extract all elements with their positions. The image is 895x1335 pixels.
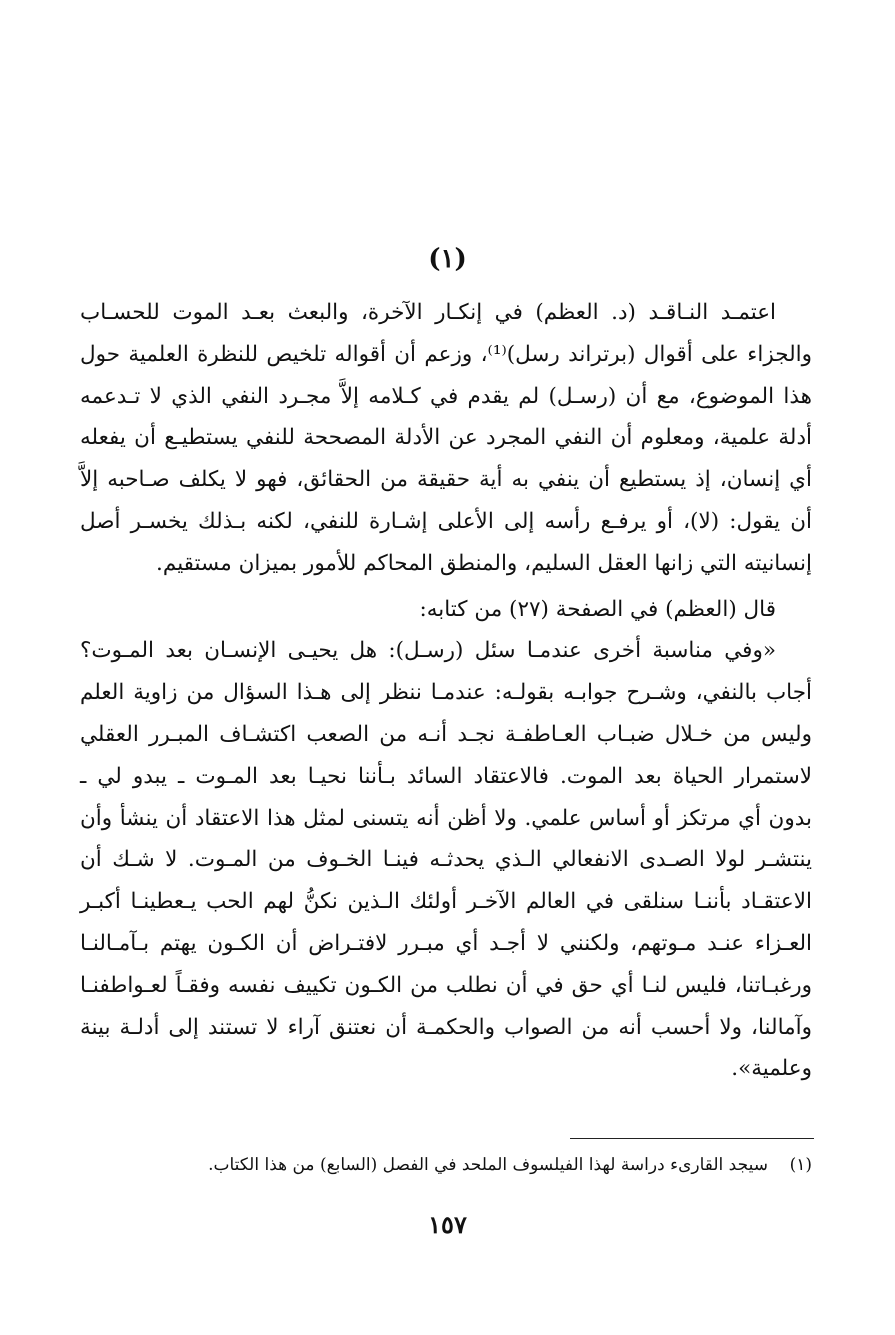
paragraph (80, 589, 812, 631)
footnote-divider (570, 1138, 814, 1139)
text-line: وآمالنا، ولا أحسب أنه من الصواب والحكمـة أن نعتنق آراء لا تستند إلى أدلـة بينة (80, 1014, 812, 1040)
text-line: وعلمية». (731, 1056, 812, 1082)
footnote (80, 1150, 812, 1180)
text-line: اعتمـد النـاقـد (د. العظم) في إنكـار الآخرة، والبعث بعـد الموت للحسـاب (80, 300, 776, 325)
text-line: ينتشـر لولا الصـدى الانفعالي الـذي يحدثـه فينـا الخـوف من المـوت. لا شـك أن (80, 847, 812, 873)
text-line: أن يقول: (لا)، أو يرفـع رأسه إلى الأعلى إشـارة للنفي، لكنه بـذلك يخسـر أصل (80, 508, 812, 534)
text-line: والجزاء على أقوال (برتراند رسل)⁽¹⁾، وزعم أن أقواله تلخيص للنظرة العلمية حول (80, 341, 813, 367)
page-number: ١٥٧ (428, 1210, 467, 1239)
footnote-marker: (١) (789, 1155, 812, 1175)
text-line: لاستمرار الحياة بعد الموت. فالاعتقاد السائد بـأننا نحيـا بعد المـوت ـ يبدو لي ـ (80, 763, 812, 789)
text-line: أدلة علمية، ومعلوم أن النفي المجرد عن الأدلة المصححة للنفي يستطيـع أن يفعله (80, 425, 812, 451)
footnote-text: سيجد القارىء دراسة لهذا الفيلسوف الملحد في الفصل (السابع) من هذا الكتاب. (208, 1155, 768, 1175)
text-line: قال (العظم) في الصفحة (٢٧) من كتابه: (419, 596, 776, 622)
text-line: هذا الموضوع، مع أن (رسـل) لم يقدم في كـلامه إلاَّ مجـرد النفي الذي لا تـدعمه (80, 383, 812, 409)
text-line: أي إنسان، إذ يستطيع أن ينفي به أية حقيقة من الحقائق، فهو لا يكلف صـاحبه إلاَّ (80, 467, 812, 493)
section-number: (١) (428, 244, 467, 274)
body-text (80, 292, 812, 1090)
quotation (80, 630, 812, 1090)
text-line: العـزاء عنـد مـوتهم، ولكنني لا أجـد أي مبـرر لافتـراض أن الكـون يهتم بـآمـالنـا (80, 930, 812, 956)
text-line: أجاب بالنفي، وشـرح جوابـه بقولـه: عندمـا ننظر إلى هـذا السؤال من زاوية العلم (80, 680, 812, 706)
text-line: «وفي مناسبة أخرى عندمـا سئل (رسـل): هل يحيـى الإنسـان بعد المـوت؟ (80, 638, 776, 664)
text-line: إنسانيته التي زانها العقل السليم، والمنطق المحاكم للأمور بميزان مستقيم. (156, 550, 812, 576)
text-line: الاعتقـاد بأننـا سنلقى في العالم الآخـر أولئك الـذين نكنُّ لهم الحب يـعطينـا أكبـر (80, 889, 812, 915)
text-line: بدون أي مرتكز أو أساس علمي. ولا أظن أنه يتسنى لمثل هذا الاعتقاد أن ينشأ وأن (80, 805, 812, 831)
text-line: وليس من خـلال ضبـاب العـاطفـة نجـد أنـه من الصعب اكتشـاف المبـرر العقلي (80, 721, 812, 747)
text-line: ورغبـاتنا، فليس لنـا أي حق في أن نطلب من الكـون تكييف نفسه وفقـاً لعـواطفنـا (80, 972, 812, 998)
paragraph (80, 292, 812, 585)
